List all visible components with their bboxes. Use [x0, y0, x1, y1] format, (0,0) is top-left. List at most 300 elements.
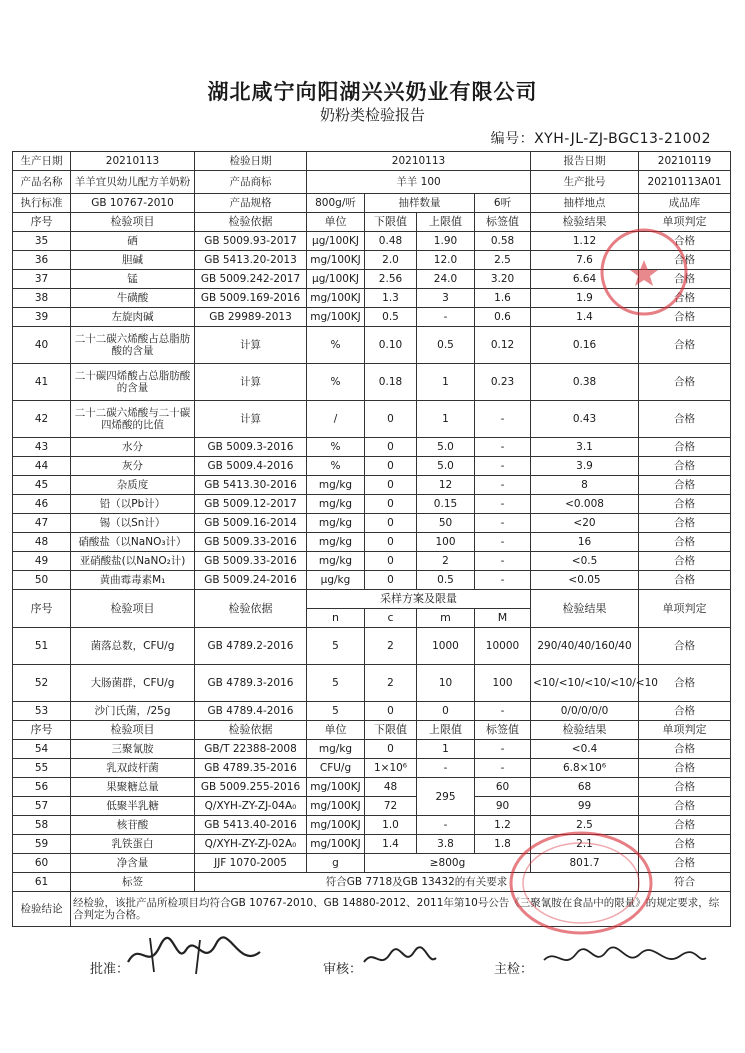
test-method: 计算 — [195, 364, 307, 401]
inspector-signature — [540, 944, 710, 974]
verdict: 合格 — [639, 401, 731, 438]
label-value: - — [475, 740, 531, 759]
verdict: 合格 — [639, 740, 731, 759]
test-method: GB 5009.93-2017 — [195, 232, 307, 251]
col-lower: 下限值 — [365, 721, 417, 740]
verdict: 合格 — [639, 232, 731, 251]
table-row — [13, 721, 731, 740]
table-row — [13, 476, 731, 495]
table-row — [13, 702, 731, 721]
row-number: 47 — [13, 514, 71, 533]
sample-qty: 6听 — [475, 194, 531, 213]
test-method: GB 5009.24-2016 — [195, 571, 307, 590]
sample-n: 5 — [307, 628, 365, 665]
table-row — [13, 628, 731, 665]
inspection-stamp-bottom — [506, 828, 656, 938]
test-item: 乳双歧杆菌 — [71, 759, 195, 778]
test-method: GB 5009.4-2016 — [195, 457, 307, 476]
quality-stamp-top — [598, 226, 690, 318]
test-method: GB 5413.40-2016 — [195, 816, 307, 835]
table-row — [13, 665, 731, 702]
label-value: 0.6 — [475, 308, 531, 327]
lower-limit: 1.4 — [365, 835, 417, 854]
verdict: 合格 — [639, 327, 731, 364]
test-item: 净含量 — [71, 854, 195, 873]
test-result: 0/0/0/0/0 — [531, 702, 639, 721]
limit-M: - — [475, 702, 531, 721]
inspect-date: 20210113 — [307, 152, 531, 171]
unit: mg/kg — [307, 740, 365, 759]
verdict: 合格 — [639, 289, 731, 308]
lower-limit: 0 — [365, 552, 417, 571]
table-row — [13, 759, 731, 778]
limit-m: 1000 — [417, 628, 475, 665]
lower-limit: 0.48 — [365, 232, 417, 251]
test-item: 沙门氏菌，/25g — [71, 702, 195, 721]
upper-limit: 0.5 — [417, 571, 475, 590]
lower-limit: 0 — [365, 740, 417, 759]
test-result: 8 — [531, 476, 639, 495]
unit: % — [307, 457, 365, 476]
verdict: 合格 — [639, 702, 731, 721]
unit: g — [307, 854, 365, 873]
upper-limit: 2 — [417, 552, 475, 571]
table-row — [13, 590, 731, 609]
test-result: 290/40/40/160/40 — [531, 628, 639, 665]
lower-limit: 2.0 — [365, 251, 417, 270]
table-row — [13, 495, 731, 514]
test-result: <0.4 — [531, 740, 639, 759]
test-item: 杂质度 — [71, 476, 195, 495]
verdict: 合格 — [639, 251, 731, 270]
test-result: 0.43 — [531, 401, 639, 438]
limit-M: 100 — [475, 665, 531, 702]
upper-limit: 100 — [417, 533, 475, 552]
label-value: 0.58 — [475, 232, 531, 251]
col-method: 检验依据 — [195, 590, 307, 628]
verdict: 合格 — [639, 628, 731, 665]
unit: mg/100KJ — [307, 797, 365, 816]
verdict: 合格 — [639, 816, 731, 835]
test-method: Q/XYH-ZY-ZJ-04A₀ — [195, 797, 307, 816]
table-row — [13, 327, 731, 364]
row-number: 58 — [13, 816, 71, 835]
unit: % — [307, 438, 365, 457]
label-value: 1.8 — [475, 835, 531, 854]
unit: mg/100KJ — [307, 308, 365, 327]
verdict: 合格 — [639, 270, 731, 289]
test-result: 2.5 — [531, 816, 639, 835]
label-value: 60 — [475, 778, 531, 797]
col-result: 检验结果 — [531, 721, 639, 740]
test-item: 胆碱 — [71, 251, 195, 270]
col-upper: 上限值 — [417, 721, 475, 740]
row-number: 59 — [13, 835, 71, 854]
table-row — [13, 797, 731, 816]
upper-limit: 3.8 — [417, 835, 475, 854]
row-number: 48 — [13, 533, 71, 552]
test-result: 1.12 — [531, 232, 639, 251]
unit: mg/100KJ — [307, 778, 365, 797]
test-result: <0.05 — [531, 571, 639, 590]
upper-limit: 24.0 — [417, 270, 475, 289]
info-row-2 — [13, 171, 731, 194]
test-method: GB 5413.20-2013 — [195, 251, 307, 270]
unit: mg/kg — [307, 476, 365, 495]
unit: mg/100KJ — [307, 289, 365, 308]
test-item: 锰 — [71, 270, 195, 289]
col-sampling-plan: 采样方案及限量 — [307, 590, 531, 609]
test-method: GB 5009.3-2016 — [195, 438, 307, 457]
test-method: GB 4789.35-2016 — [195, 759, 307, 778]
test-item: 亚硝酸盐(以NaNO₂计) — [71, 552, 195, 571]
unit: mg/kg — [307, 514, 365, 533]
unit: μg/100KJ — [307, 232, 365, 251]
verdict: 合格 — [639, 476, 731, 495]
test-method: GB 5009.33-2016 — [195, 552, 307, 571]
row-number: 35 — [13, 232, 71, 251]
lower-limit: 0.5 — [365, 308, 417, 327]
lower-limit: 1×10⁶ — [365, 759, 417, 778]
lower-limit: 0 — [365, 457, 417, 476]
table-row — [13, 533, 731, 552]
test-method: GB 5009.255-2016 — [195, 778, 307, 797]
unit: μg/100KJ — [307, 270, 365, 289]
conclusion-text: 经检验，该批产品所检项目均符合GB 10767-2010、GB 14880-2012、2011年第10号公告《三聚氰胺在食品中的限量》的规定要求，综合判定为合格。 — [71, 892, 731, 927]
info-row-3 — [13, 194, 731, 213]
row-number: 55 — [13, 759, 71, 778]
test-result: <10/<10/<10/<10/<10 — [531, 665, 639, 702]
row-number: 46 — [13, 495, 71, 514]
unit: mg/kg — [307, 552, 365, 571]
product-label: 产品名称 — [13, 171, 71, 194]
verdict: 合格 — [639, 364, 731, 401]
col-no: 序号 — [13, 590, 71, 628]
spec: 800g/听 — [307, 194, 365, 213]
review-label: 审核： — [323, 962, 363, 977]
lower-limit: 0 — [365, 401, 417, 438]
test-item: 果聚糖总量 — [71, 778, 195, 797]
test-result: 6.64 — [531, 270, 639, 289]
limit-M: 10000 — [475, 628, 531, 665]
label-value: - — [475, 476, 531, 495]
col-no: 序号 — [13, 213, 71, 232]
test-item: 菌落总数，CFU/g — [71, 628, 195, 665]
upper-limit: 1 — [417, 401, 475, 438]
row-number: 60 — [13, 854, 71, 873]
row-number: 45 — [13, 476, 71, 495]
unit: mg/100KJ — [307, 816, 365, 835]
sample-loc-label: 抽样地点 — [531, 194, 639, 213]
verdict: 合格 — [639, 797, 731, 816]
row-number: 52 — [13, 665, 71, 702]
unit: μg/kg — [307, 571, 365, 590]
test-result: 99 — [531, 797, 639, 816]
brand-label: 产品商标 — [195, 171, 307, 194]
lower-limit: 0 — [365, 514, 417, 533]
test-method: 计算 — [195, 401, 307, 438]
upper-limit: 0.5 — [417, 327, 475, 364]
unit: % — [307, 364, 365, 401]
label-value: - — [475, 514, 531, 533]
test-method: GB 5413.30-2016 — [195, 476, 307, 495]
test-item: 三聚氰胺 — [71, 740, 195, 759]
table-row — [13, 438, 731, 457]
upper-limit: 1 — [417, 364, 475, 401]
test-method: GB 4789.2-2016 — [195, 628, 307, 665]
col-unit: 单位 — [307, 721, 365, 740]
table-row — [13, 552, 731, 571]
upper-limit: 5.0 — [417, 457, 475, 476]
test-item: 锡（以Sn计） — [71, 514, 195, 533]
test-result: 1.9 — [531, 289, 639, 308]
test-method: Q/XYH-ZY-ZJ-02A₀ — [195, 835, 307, 854]
label-compliance: 符合GB 7718及GB 13432的有关要求 — [195, 873, 639, 892]
col-method: 检验依据 — [195, 213, 307, 232]
test-item: 标签 — [71, 873, 195, 892]
produce-date-label: 生产日期 — [13, 152, 71, 171]
test-item: 左旋肉碱 — [71, 308, 195, 327]
row-number: 54 — [13, 740, 71, 759]
inspect-date-label: 检验日期 — [195, 152, 307, 171]
unit: mg/100KJ — [307, 251, 365, 270]
table-row — [13, 514, 731, 533]
col-label: 标签值 — [475, 213, 531, 232]
upper-limit: 12.0 — [417, 251, 475, 270]
lower-limit: 0 — [365, 495, 417, 514]
approve-label: 批准： — [90, 962, 130, 977]
row-number: 40 — [13, 327, 71, 364]
brand: 羊羊 100 — [307, 171, 531, 194]
upper-limit: 1.90 — [417, 232, 475, 251]
col-method: 检验依据 — [195, 721, 307, 740]
label-value: 0.12 — [475, 327, 531, 364]
test-method: GB 5009.33-2016 — [195, 533, 307, 552]
sample-qty-label: 抽样数量 — [365, 194, 475, 213]
col-c: c — [365, 609, 417, 628]
verdict: 合格 — [639, 533, 731, 552]
standard-label: 执行标准 — [13, 194, 71, 213]
lower-limit: 2.56 — [365, 270, 417, 289]
table-row — [13, 571, 731, 590]
row-number: 43 — [13, 438, 71, 457]
test-item: 牛磺酸 — [71, 289, 195, 308]
test-item: 核苷酸 — [71, 816, 195, 835]
unit: % — [307, 327, 365, 364]
label-value: - — [475, 438, 531, 457]
lower-limit: 0 — [365, 571, 417, 590]
col-result: 检验结果 — [531, 590, 639, 628]
verdict: 合格 — [639, 495, 731, 514]
test-method: GB 5009.12-2017 — [195, 495, 307, 514]
col-lower: 下限值 — [365, 213, 417, 232]
test-result: <0.008 — [531, 495, 639, 514]
spec-label: 产品规格 — [195, 194, 307, 213]
test-item: 二十碳四烯酸占总脂肪酸的含量 — [71, 364, 195, 401]
col-n: n — [307, 609, 365, 628]
lower-limit: 48 — [365, 778, 417, 797]
lower-limit: 0.18 — [365, 364, 417, 401]
table-row — [13, 778, 731, 797]
report-date: 20210119 — [639, 152, 731, 171]
col-m-lower: m — [417, 609, 475, 628]
test-result: 3.1 — [531, 438, 639, 457]
row-number: 36 — [13, 251, 71, 270]
col-no: 序号 — [13, 721, 71, 740]
document-number: 编号：XYH-JL-ZJ-BGC13-21002 — [490, 131, 711, 147]
limit: ≥800g — [365, 854, 531, 873]
col-result: 检验结果 — [531, 213, 639, 232]
test-method: JJF 1070-2005 — [195, 854, 307, 873]
verdict: 合格 — [639, 308, 731, 327]
row-number: 38 — [13, 289, 71, 308]
verdict: 合格 — [639, 457, 731, 476]
test-result: 16 — [531, 533, 639, 552]
test-method: GB 5009.169-2016 — [195, 289, 307, 308]
limit-m: 10 — [417, 665, 475, 702]
unit: CFU/g — [307, 759, 365, 778]
verdict: 合格 — [639, 514, 731, 533]
col-m-upper: M — [475, 609, 531, 628]
table-row — [13, 401, 731, 438]
test-result: 801.7 — [531, 854, 639, 873]
verdict: 符合 — [639, 873, 731, 892]
test-method: GB 4789.3-2016 — [195, 665, 307, 702]
limit-m: 0 — [417, 702, 475, 721]
col-verdict: 单项判定 — [639, 721, 731, 740]
row-number: 53 — [13, 702, 71, 721]
test-result: 0.16 — [531, 327, 639, 364]
test-method: GB/T 22388-2008 — [195, 740, 307, 759]
col-verdict: 单项判定 — [639, 590, 731, 628]
unit: / — [307, 401, 365, 438]
batch: 20210113A01 — [639, 171, 731, 194]
sample-c: 0 — [365, 702, 417, 721]
verdict: 合格 — [639, 778, 731, 797]
test-result: 2.1 — [531, 835, 639, 854]
test-method: GB 4789.4-2016 — [195, 702, 307, 721]
col-upper: 上限值 — [417, 213, 475, 232]
table-row — [13, 740, 731, 759]
test-item: 灰分 — [71, 457, 195, 476]
col-item: 检验项目 — [71, 590, 195, 628]
col-label: 标签值 — [475, 721, 531, 740]
upper-limit: 50 — [417, 514, 475, 533]
sample-loc: 成品库 — [639, 194, 731, 213]
upper-limit: - — [417, 759, 475, 778]
verdict: 合格 — [639, 835, 731, 854]
label-value: - — [475, 401, 531, 438]
col-unit: 单位 — [307, 213, 365, 232]
label-value: 1.6 — [475, 289, 531, 308]
lower-limit: 0 — [365, 533, 417, 552]
row-number: 49 — [13, 552, 71, 571]
row-number: 44 — [13, 457, 71, 476]
label-value: 90 — [475, 797, 531, 816]
sample-c: 2 — [365, 665, 417, 702]
conclusion-label: 检验结论 — [13, 892, 71, 927]
label-value: 2.5 — [475, 251, 531, 270]
test-result: 68 — [531, 778, 639, 797]
test-method: GB 5009.242-2017 — [195, 270, 307, 289]
lower-limit: 72 — [365, 797, 417, 816]
label-value: - — [475, 552, 531, 571]
lower-limit: 0 — [365, 476, 417, 495]
test-item: 黄曲霉毒素M₁ — [71, 571, 195, 590]
row-number: 57 — [13, 797, 71, 816]
upper-limit: 295 — [417, 778, 475, 816]
test-item: 二十二碳六烯酸与二十碳四烯酸的比值 — [71, 401, 195, 438]
unit: mg/100KJ — [307, 835, 365, 854]
label-value: - — [475, 759, 531, 778]
label-value: - — [475, 571, 531, 590]
row-number: 56 — [13, 778, 71, 797]
verdict: 合格 — [639, 571, 731, 590]
test-result: <0.5 — [531, 552, 639, 571]
label-value: 1.2 — [475, 816, 531, 835]
upper-limit: 0.15 — [417, 495, 475, 514]
lower-limit: 1.3 — [365, 289, 417, 308]
upper-limit: 12 — [417, 476, 475, 495]
standard: GB 10767-2010 — [71, 194, 195, 213]
test-method: GB 5009.16-2014 — [195, 514, 307, 533]
unit: mg/kg — [307, 533, 365, 552]
test-item: 乳铁蛋白 — [71, 835, 195, 854]
row-number: 50 — [13, 571, 71, 590]
test-item: 水分 — [71, 438, 195, 457]
test-result: 3.9 — [531, 457, 639, 476]
test-item: 二十二碳六烯酸占总脂肪酸的含量 — [71, 327, 195, 364]
produce-date: 20210113 — [71, 152, 195, 171]
row-number: 41 — [13, 364, 71, 401]
sample-n: 5 — [307, 702, 365, 721]
upper-limit: 3 — [417, 289, 475, 308]
label-value: - — [475, 533, 531, 552]
verdict: 合格 — [639, 438, 731, 457]
verdict: 合格 — [639, 854, 731, 873]
unit: mg/kg — [307, 495, 365, 514]
inspect-label: 主检： — [494, 962, 534, 977]
label-value: 0.23 — [475, 364, 531, 401]
test-method: 计算 — [195, 327, 307, 364]
col-item: 检验项目 — [71, 721, 195, 740]
test-result: 0.38 — [531, 364, 639, 401]
lower-limit: 0 — [365, 438, 417, 457]
lower-limit: 0.10 — [365, 327, 417, 364]
lower-limit: 1.0 — [365, 816, 417, 835]
col-verdict: 单项判定 — [639, 213, 731, 232]
product-name: 羊羊宜贝幼儿配方羊奶粉 — [71, 171, 195, 194]
upper-limit: - — [417, 816, 475, 835]
verdict: 合格 — [639, 552, 731, 571]
company-name: 湖北咸宁向阳湖兴兴奶业有限公司 — [207, 80, 538, 104]
verdict: 合格 — [639, 759, 731, 778]
test-item: 铅（以Pb计） — [71, 495, 195, 514]
reviewer-signature — [360, 944, 440, 974]
label-value: 3.20 — [475, 270, 531, 289]
col-item: 检验项目 — [71, 213, 195, 232]
table-row — [13, 457, 731, 476]
sample-n: 5 — [307, 665, 365, 702]
row-number: 61 — [13, 873, 71, 892]
label-value: - — [475, 495, 531, 514]
test-result: 6.8×10⁶ — [531, 759, 639, 778]
test-item: 低聚半乳糖 — [71, 797, 195, 816]
approver-signature — [120, 932, 270, 978]
info-row-1 — [13, 152, 731, 171]
row-number: 42 — [13, 401, 71, 438]
test-method: GB 29989-2013 — [195, 308, 307, 327]
